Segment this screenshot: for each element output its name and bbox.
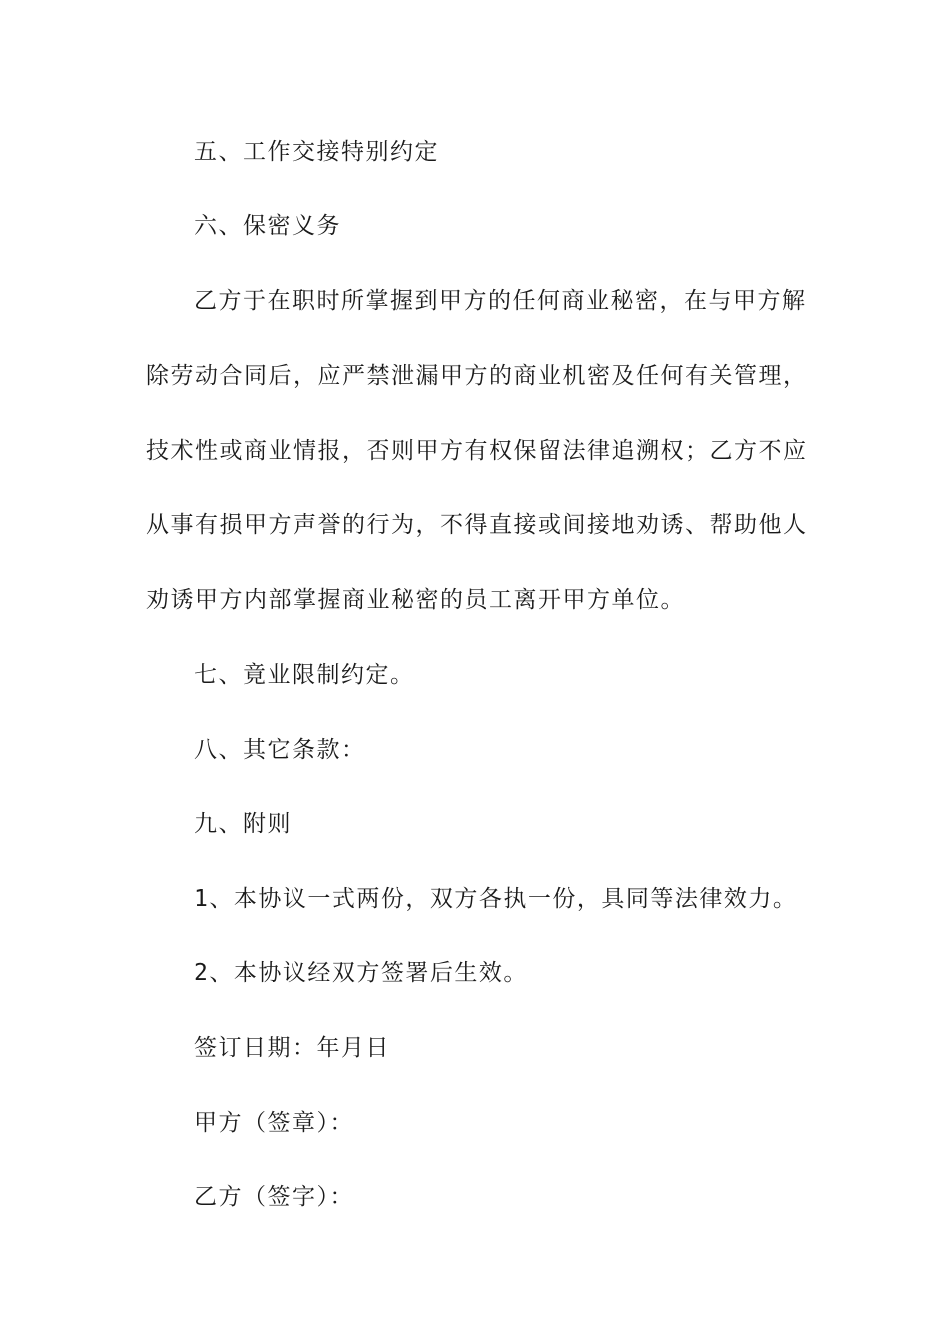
appendix-clause-1: 1、本协议一式两份，双方各执一份，具同等法律效力。: [194, 886, 798, 912]
party-b-signature-line: 乙方（签字）：: [194, 1184, 354, 1210]
section-heading-7: 七、竟业限制约定。: [194, 662, 415, 688]
confidentiality-paragraph-line: 乙方于在职时所掌握到甲方的任何商业秘密，在与甲方解: [194, 288, 807, 314]
confidentiality-paragraph-line: 除劳动合同后，应严禁泄漏甲方的商业机密及任何有关管理，: [146, 363, 808, 389]
section-heading-8: 八、其它条款：: [194, 737, 366, 763]
confidentiality-paragraph-line: 劝诱甲方内部掌握商业秘密的员工离开甲方单位。: [146, 587, 685, 613]
sign-date-line: 签订日期：年月日: [194, 1035, 390, 1061]
confidentiality-paragraph-line: 技术性或商业情报，否则甲方有权保留法律追溯权；乙方不应: [146, 438, 808, 464]
section-heading-6: 六、保密义务: [194, 213, 341, 239]
party-a-signature-line: 甲方（签章）：: [194, 1110, 354, 1136]
section-heading-5: 五、工作交接特别约定: [194, 139, 439, 165]
confidentiality-paragraph-line: 从事有损甲方声誉的行为，不得直接或间接地劝诱、帮助他人: [146, 512, 808, 538]
section-heading-9: 九、附则: [194, 811, 292, 837]
appendix-clause-2: 2、本协议经双方签署后生效。: [194, 960, 528, 986]
